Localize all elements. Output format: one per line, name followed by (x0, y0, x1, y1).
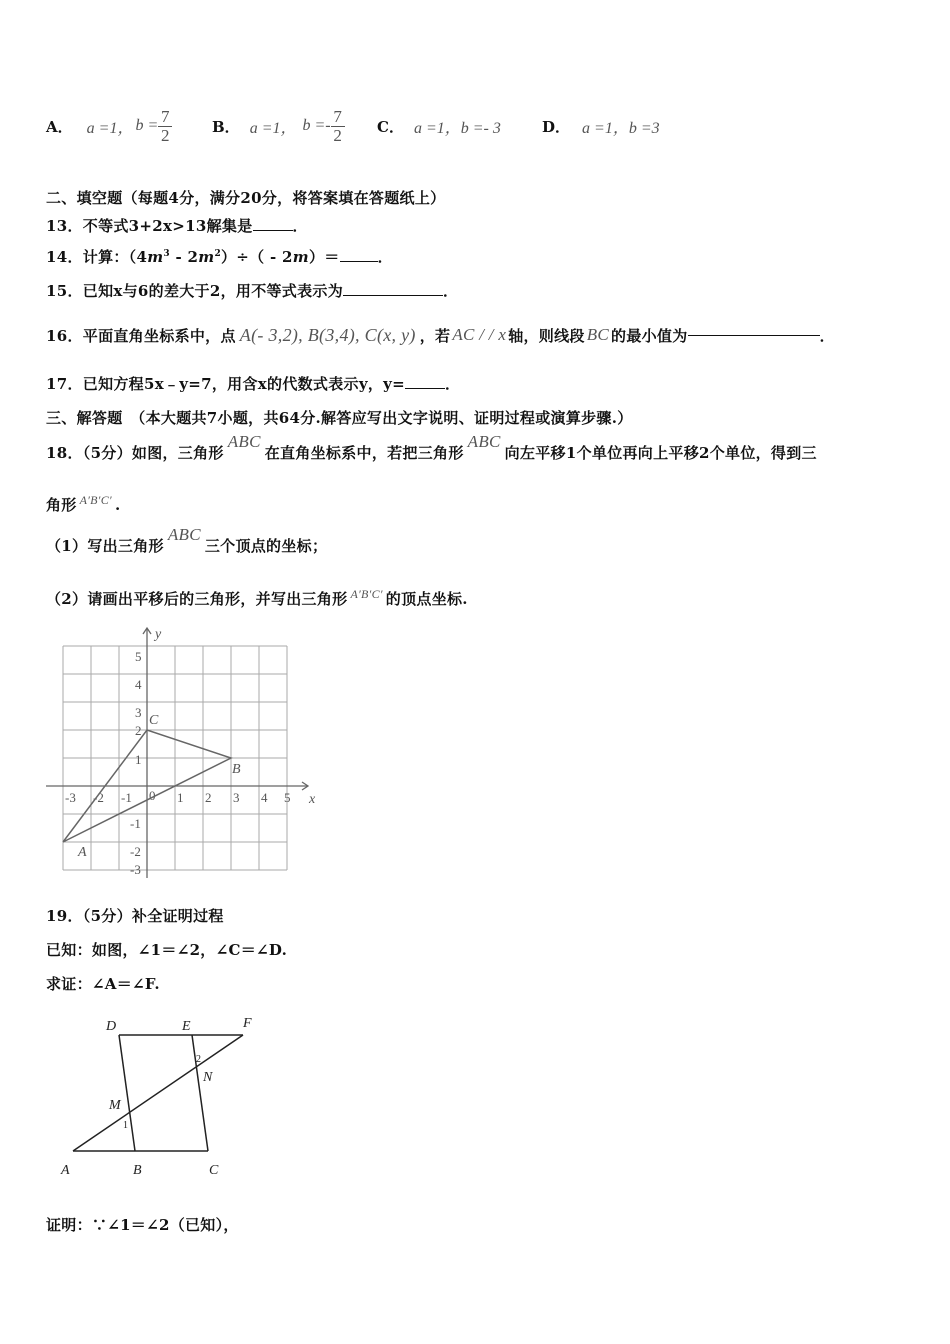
y-tick-labels (130, 649, 142, 877)
question-13: 13．不等式3+2x>13解集是 ． (46, 217, 308, 235)
option-d[interactable] (542, 104, 660, 148)
point-d-label: D (106, 1019, 117, 1034)
y-axis-label: y (155, 627, 162, 642)
segment-ec (192, 1035, 208, 1151)
origin-label: 0 (149, 788, 156, 803)
x-tick: 3 (233, 790, 240, 805)
point-a-label: A (61, 1163, 70, 1178)
option-c[interactable] (377, 104, 501, 148)
option-d-label: D． (542, 117, 571, 136)
question-17: 17．已知方程5x﹣y=7，用含x的代数式表示y，y= ． (46, 375, 461, 393)
y-tick: 5 (135, 649, 142, 664)
option-c-expr: a =1，b =- 3 (413, 119, 501, 137)
option-b-fraction: $\frac{7}{2}$ (331, 108, 345, 145)
y-tick: 1 (135, 752, 142, 767)
option-b[interactable] (212, 104, 345, 148)
option-a-label: A． (46, 117, 73, 136)
segment-db (119, 1035, 135, 1151)
parallel-lines-figure (55, 1008, 270, 1180)
x-tick: 5 (284, 790, 291, 805)
point-n-label: N (203, 1070, 213, 1085)
option-c-label: C． (377, 117, 404, 136)
q16-points: A(- 3,2), B(3,4), C(x, y) (239, 324, 416, 345)
question-19-proof: 证明：∵∠1＝∠2（已知）， (46, 1216, 239, 1234)
section3-heading: 三、解答题 （本大题共7小题，共64分.解答应写出文字说明、证明过程或演算步骤.） (46, 409, 633, 427)
option-a-fraction: $\frac{7}{2}$ (158, 108, 172, 145)
answer-blank-13[interactable] (253, 230, 293, 231)
q16-bc: BC (586, 325, 610, 344)
point-b-label: B (133, 1163, 142, 1178)
question-18-part2: （2）请画出平移后的三角形，并写出三角形 A′B′C′ 的顶点坐标. (46, 587, 468, 608)
answer-blank-17[interactable] (405, 388, 445, 389)
question-19-given: 已知：如图，∠1＝∠2，∠C＝∠D. (46, 941, 288, 959)
grid-lines (63, 646, 287, 870)
y-tick: -1 (130, 816, 141, 831)
option-a[interactable] (46, 104, 172, 148)
answer-blank-15[interactable] (343, 295, 443, 296)
option-b-a: a =1， (249, 119, 297, 137)
x-tick: -3 (65, 790, 76, 805)
question-16: 16．平面直角坐标系中，点 A(- 3,2), B(3,4), C(x, y) ，若 AC / / x 轴，则线段 BC 的最小值为 ． (46, 324, 835, 345)
y-tick: -2 (130, 844, 141, 859)
vertex-a-label: A (78, 845, 87, 860)
question-18-part1: （1）写出三角形 ABC 三个顶点的坐标； (46, 525, 328, 555)
answer-blank-16[interactable] (688, 335, 820, 336)
x-axis-label: x (309, 792, 316, 807)
question-15: 15．已知x与6的差大于2，用不等式表示为 ． (46, 282, 459, 300)
option-b-b: b =- (302, 117, 331, 134)
x-tick: 4 (261, 790, 268, 805)
q16-condition: AC / / x (452, 325, 507, 344)
x-tick: 1 (177, 790, 184, 805)
option-a-b: b = (135, 117, 159, 134)
option-b-label: B． (212, 117, 240, 136)
angle-1-label: 1 (123, 1120, 128, 1131)
x-tick: -2 (93, 790, 104, 805)
vertex-c-label: C (149, 713, 159, 728)
y-tick: 2 (135, 723, 142, 738)
x-tick: 2 (205, 790, 212, 805)
question-18-cont: 角形 A′B′C′ . (46, 493, 121, 514)
axes (46, 628, 308, 878)
point-f-label: F (243, 1016, 252, 1031)
y-tick: -3 (130, 862, 141, 877)
question-19-prove: 求证：∠A＝∠F. (46, 975, 160, 993)
y-tick: 4 (135, 677, 142, 692)
question-14: 14．计算：$(4m^3 - 2m^2)\div( - 2m)=$ ． (46, 248, 393, 266)
angle-2-label: 2 (196, 1054, 201, 1065)
question-19-title: 19．（5分）补全证明过程 (46, 907, 224, 925)
answer-blank-14[interactable] (340, 261, 378, 262)
x-tick-labels (65, 790, 291, 805)
section2-heading: 二、填空题（每题4分，满分20分，将答案填在答题纸上） (46, 189, 446, 207)
point-c-label: C (209, 1163, 219, 1178)
y-tick: 3 (135, 705, 142, 720)
point-e-label: E (182, 1019, 191, 1034)
vertex-b-label: B (232, 762, 241, 777)
x-tick: -1 (121, 790, 132, 805)
option-a-a: a =1， (86, 119, 134, 137)
coordinate-grid-figure (40, 620, 330, 885)
segment-af (73, 1035, 243, 1151)
point-m-label: M (109, 1098, 121, 1113)
question-18: 18．（5分）如图，三角形 ABC 在直角坐标系中，若把三角形 ABC 向左平移1个单位再向上平移2个单位，得到三 (46, 432, 817, 462)
option-d-expr: a =1，b =3 (582, 119, 660, 137)
